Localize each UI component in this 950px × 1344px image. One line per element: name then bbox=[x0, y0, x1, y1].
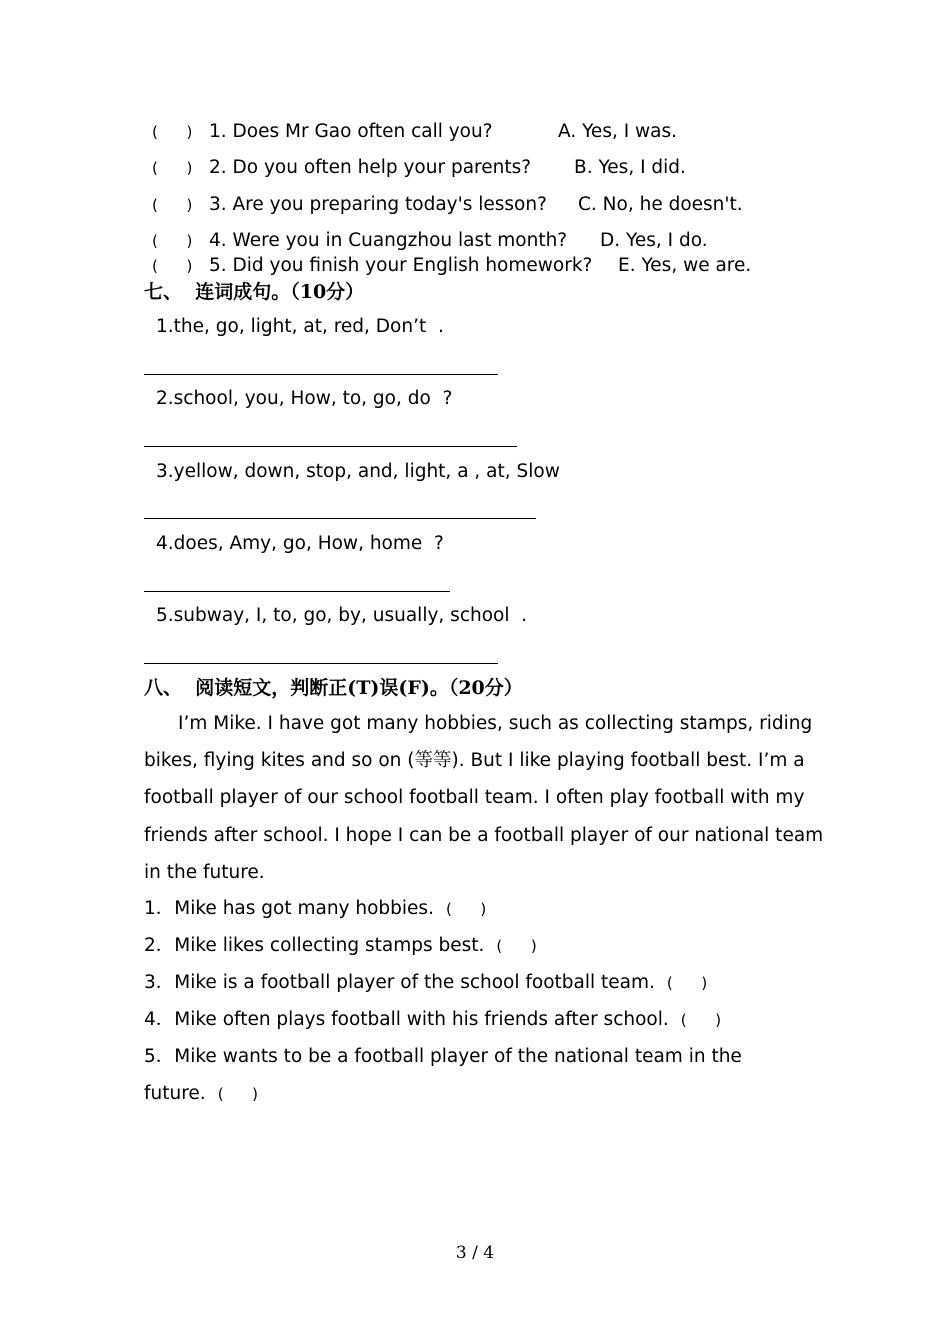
tf-statement bbox=[144, 1008, 721, 1032]
tf-statement bbox=[144, 1082, 258, 1106]
page-number: 3 / 4 bbox=[455, 1243, 495, 1263]
answer-line[interactable] bbox=[144, 374, 498, 375]
answer-paren[interactable]: ( ) bbox=[152, 159, 193, 177]
section7-heading: 七、 连词成句。（10分） bbox=[144, 281, 365, 303]
matching-question: 3. Are you preparing today's lesson? bbox=[209, 194, 547, 215]
matching-answer: B. Yes, I did. bbox=[574, 157, 686, 178]
matching-answer: A. Yes, I was. bbox=[558, 121, 678, 142]
matching-question: 5. Did you finish your English homework? bbox=[209, 255, 593, 276]
matching-paren[interactable] bbox=[152, 229, 192, 253]
answer-paren[interactable]: ( ) bbox=[666, 974, 708, 992]
matching-question: 1. Does Mr Gao often call you? bbox=[209, 121, 493, 142]
matching-answer: E. Yes, we are. bbox=[618, 255, 752, 276]
tf-statement bbox=[144, 934, 537, 958]
answer-paren[interactable]: ( ) bbox=[680, 1011, 722, 1029]
tf-statement bbox=[144, 897, 486, 921]
word-order-item: 3.yellow, down, stop, and, light, a , at, Slow bbox=[156, 461, 560, 482]
tf-statement bbox=[144, 971, 707, 995]
tf-statement-text: 3．Mike is a football player of the school football team. bbox=[144, 972, 655, 993]
word-order-item: 4.does, Amy, go, How, home ? bbox=[156, 533, 444, 554]
answer-line[interactable] bbox=[144, 591, 450, 592]
tf-statement: 5．Mike wants to be a football player of the national team in the bbox=[144, 1046, 742, 1067]
section8-heading: 八、 阅读短文，判断正(T)误(F)。（20分） bbox=[144, 677, 523, 699]
answer-line[interactable] bbox=[144, 446, 517, 447]
tf-statement-text: 2．Mike likes collecting stamps best. bbox=[144, 935, 485, 956]
answer-paren[interactable]: ( ) bbox=[496, 937, 537, 955]
matching-answer: D. Yes, I do. bbox=[600, 230, 708, 251]
answer-paren[interactable]: ( ) bbox=[152, 196, 193, 214]
matching-paren[interactable] bbox=[152, 120, 192, 144]
word-order-item: 1.the, go, light, at, red, Don’t . bbox=[156, 316, 444, 337]
answer-paren[interactable]: ( ) bbox=[152, 257, 193, 275]
answer-line[interactable] bbox=[144, 663, 498, 664]
matching-question: 2. Do you often help your parents? bbox=[209, 157, 532, 178]
answer-paren[interactable]: ( ) bbox=[217, 1085, 258, 1103]
answer-paren[interactable]: ( ) bbox=[445, 900, 487, 918]
tf-statement-text: future. bbox=[144, 1083, 206, 1104]
matching-answer: C. No, he doesn't. bbox=[578, 194, 743, 215]
matching-paren[interactable] bbox=[152, 254, 192, 278]
word-order-item: 5.subway, I, to, go, by, usually, school . bbox=[156, 605, 528, 626]
tf-statement-text: 1．Mike has got many hobbies. bbox=[144, 898, 434, 919]
answer-paren[interactable]: ( ) bbox=[152, 232, 193, 250]
answer-line[interactable] bbox=[144, 518, 536, 519]
answer-paren[interactable]: ( ) bbox=[152, 123, 193, 141]
matching-paren[interactable] bbox=[152, 156, 192, 180]
matching-paren[interactable] bbox=[152, 193, 192, 217]
reading-passage: I’m Mike. I have got many hobbies, such as collecting stamps, riding bikes, flying kites and so on (等等). But I like playing football best. I’m a football player of our school football team. I often play football with my friends after school. I hope I can be a football player of our national team in the future. bbox=[144, 713, 824, 883]
tf-statement-text: 4．Mike often plays football with his friends after school. bbox=[144, 1009, 669, 1030]
matching-question: 4. Were you in Cuangzhou last month? bbox=[209, 230, 568, 251]
word-order-item: 2.school, you, How, to, go, do ? bbox=[156, 388, 453, 409]
